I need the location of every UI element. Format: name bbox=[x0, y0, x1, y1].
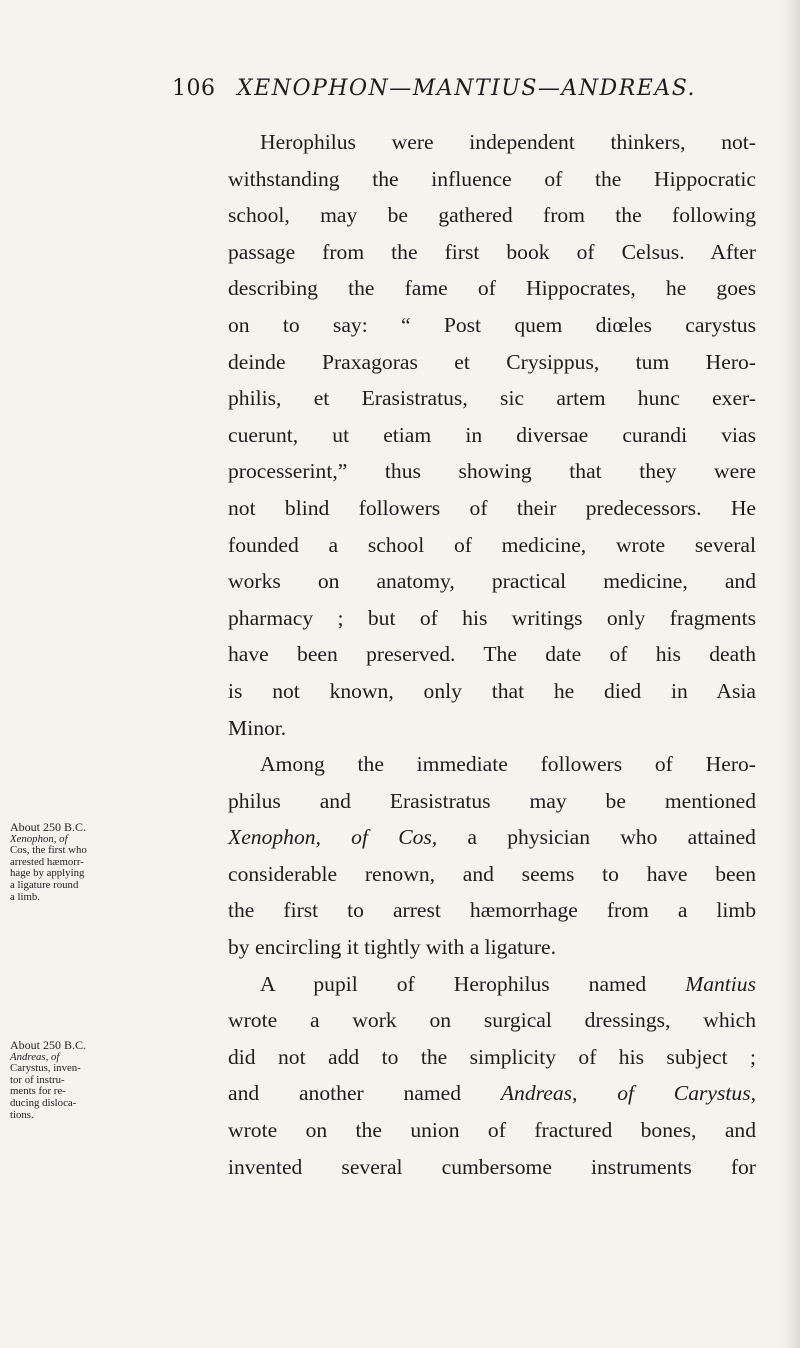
text-line: pharmacy ; but of his writings only fragments bbox=[228, 605, 756, 630]
name-mantius: Mantius bbox=[685, 971, 756, 996]
text-line: Among the immediate followers of Hero- bbox=[260, 752, 756, 777]
text-line: considerable renown, and seems to have been bbox=[228, 861, 756, 886]
text-fragment: A pupil of Herophilus named bbox=[260, 971, 686, 996]
text-line: wrote on the union of fractured bones, and bbox=[228, 1118, 756, 1143]
running-title: XENOPHON—MANTIUS—ANDREAS. bbox=[237, 76, 696, 101]
text-line-mantius bbox=[228, 966, 756, 1003]
text-line: founded a school of medicine, wrote several bbox=[228, 532, 756, 557]
text-line: Herophilus were independent thinkers, not- bbox=[260, 130, 756, 154]
text-line: invented several cumbersome instruments for bbox=[228, 1154, 756, 1179]
text-line: school, may be gathered from the following bbox=[228, 203, 756, 228]
text-line: wrote a work on surgical dressings, which bbox=[228, 1008, 756, 1033]
text-line: have been preserved. The date of his death bbox=[228, 642, 756, 667]
name-andreas: Andreas, of Carystus, bbox=[500, 1081, 756, 1106]
text-line: on to say: “ Post quem diœles carystus bbox=[228, 312, 756, 337]
margin-line: hage by applying bbox=[10, 867, 85, 880]
text-line: withstanding the influence of the Hippocratic bbox=[228, 166, 756, 191]
margin-date: About 250 B.C. bbox=[10, 1038, 87, 1052]
text-line: by encircling it tightly with a ligature. bbox=[228, 935, 557, 960]
body-text bbox=[228, 124, 756, 1185]
margin-date: About 250 B.C. bbox=[10, 820, 87, 834]
text-line-xenophon bbox=[228, 819, 756, 856]
margin-line: a limb. bbox=[10, 890, 40, 903]
text-line: is not known, only that he died in Asia bbox=[228, 678, 756, 703]
text-line: describing the fame of Hippocrates, he goes bbox=[228, 276, 756, 301]
margin-line: Cos, the first who bbox=[10, 844, 87, 857]
margin-line: tions. bbox=[10, 1108, 34, 1121]
text-line: cuerunt, ut etiam in diversae curandi vias bbox=[228, 422, 756, 447]
text-line: processerint,” thus showing that they were bbox=[228, 459, 756, 484]
text-line-andreas bbox=[228, 1075, 756, 1112]
text-line: the first to arrest hæmorrhage from a limb bbox=[228, 898, 756, 923]
text-line: not blind followers of their predecessors. He bbox=[228, 495, 756, 520]
text-fragment: a physician who attained bbox=[437, 825, 756, 850]
margin-name: Xenophon, of bbox=[10, 832, 68, 845]
text-line: passage from the first book of Celsus. After bbox=[228, 239, 756, 264]
margin-line: a ligature round bbox=[10, 878, 79, 891]
text-line: philis, et Erasistratus, sic artem hunc exer- bbox=[228, 386, 756, 411]
margin-line: ducing disloca- bbox=[10, 1096, 77, 1109]
page-number: 106 bbox=[172, 76, 216, 101]
margin-line: tor of instru- bbox=[10, 1073, 65, 1086]
margin-note-andreas bbox=[10, 1040, 160, 1121]
text-line: Minor. bbox=[228, 715, 287, 740]
text-fragment: and another named bbox=[228, 1081, 501, 1106]
margin-line: arrested hæmorr- bbox=[10, 855, 84, 868]
margin-line: Carystus, inven- bbox=[10, 1062, 81, 1075]
text-line: works on anatomy, practical medicine, and bbox=[228, 569, 756, 594]
margin-note-xenophon bbox=[10, 822, 160, 903]
name-xenophon: Xenophon, of Cos, bbox=[228, 825, 438, 850]
text-line: deinde Praxagoras et Crysippus, tum Hero- bbox=[228, 349, 756, 374]
margin-line: ments for re- bbox=[10, 1085, 66, 1098]
page-header bbox=[172, 76, 696, 101]
page-edge-shadow bbox=[782, 0, 800, 1348]
margin-name: Andreas, of bbox=[10, 1050, 60, 1063]
text-line: did not add to the simplicity of his subject ; bbox=[228, 1044, 756, 1069]
text-line: philus and Erasistratus may be mentioned bbox=[228, 788, 756, 813]
